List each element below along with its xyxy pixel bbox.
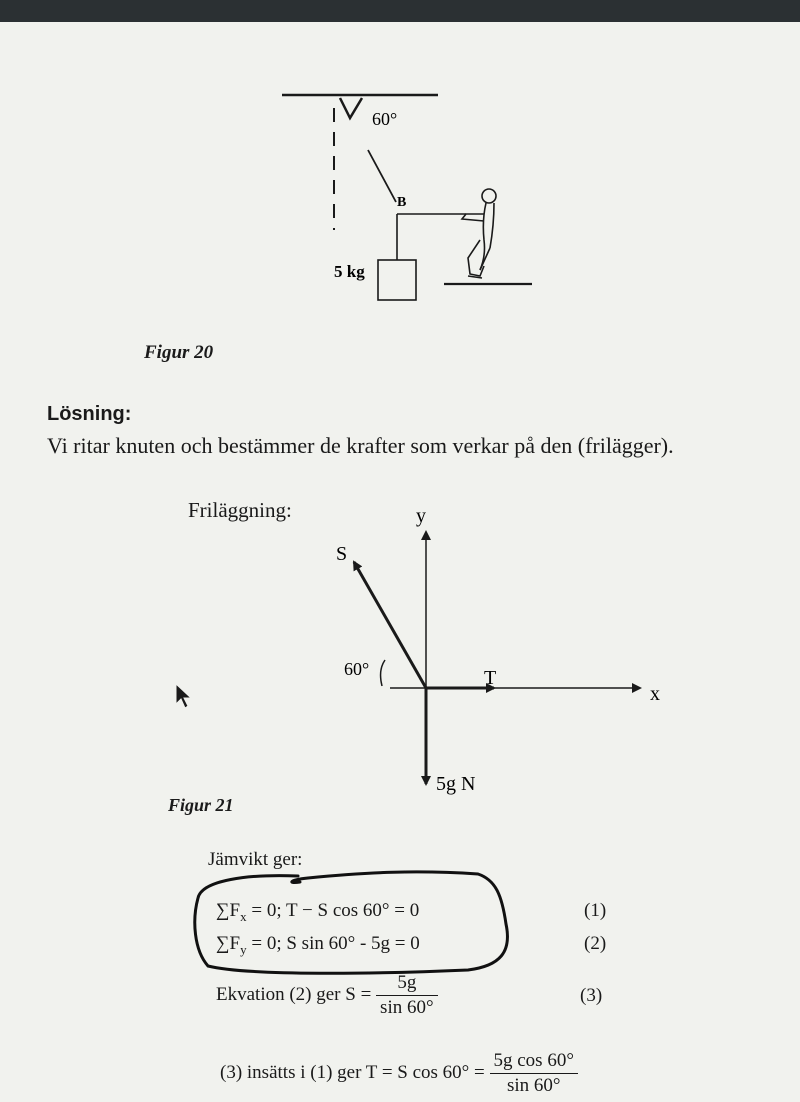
free-body-diagram	[320, 500, 680, 800]
eq3-denominator: sin 60°	[380, 997, 434, 1018]
eq1-variable: F	[229, 900, 241, 921]
mouse-cursor-icon	[174, 682, 194, 710]
y-axis-label: y	[416, 505, 426, 527]
equation-3	[216, 972, 438, 1019]
equation-4	[220, 1050, 578, 1097]
top-bar	[0, 0, 800, 22]
equation-2-number: (2)	[584, 933, 607, 954]
eq3-fraction	[376, 972, 438, 1019]
solution-heading: Lösning:	[47, 403, 132, 425]
angle-marker	[340, 98, 362, 118]
eq4-numerator: 5g cos 60°	[490, 1050, 578, 1074]
person-figure	[462, 189, 496, 278]
eq4-denominator: sin 60°	[506, 1075, 561, 1096]
equation-1-number: (1)	[584, 900, 607, 921]
equation-3-number: (3)	[580, 985, 603, 1006]
mass-label: 5 kg	[334, 262, 365, 281]
weight-label: 5g N	[436, 773, 476, 795]
point-b-label: B	[397, 195, 407, 210]
eq2-body: = 0; S sin 60° - 5g = 0	[246, 933, 420, 954]
figure-20-caption: Figur 20	[144, 342, 214, 363]
angle-label: 60°	[372, 109, 398, 129]
eq2-variable: F	[229, 933, 241, 954]
eq4-prefix: (3) insätts i (1) ger T = S cos 60° =	[220, 1061, 485, 1083]
equilibrium-intro: Jämvikt ger:	[208, 849, 303, 870]
sum-symbol-1: ∑	[216, 900, 230, 921]
rope-line	[368, 150, 396, 202]
mass-box	[378, 260, 416, 300]
equation-1	[216, 900, 419, 925]
force-t-label: T	[484, 667, 497, 689]
solution-intro: Vi ritar knuten och bestämmer de krafter som verkar på den (frilägger).	[47, 433, 674, 458]
eq1-subscript: x	[240, 908, 247, 924]
equation-2	[216, 933, 420, 958]
figure-20-illustration	[270, 80, 550, 310]
eq3-numerator: 5g	[376, 972, 438, 996]
sum-symbol-2: ∑	[216, 933, 230, 954]
angle-arc	[381, 660, 385, 686]
angle-label-fbd: 60°	[344, 659, 370, 679]
eq4-fraction	[490, 1050, 578, 1097]
force-s-label: S	[336, 543, 348, 565]
figure-21-caption: Figur 21	[168, 795, 234, 815]
eq2-subscript: y	[240, 941, 247, 957]
eq3-prefix: Ekvation (2) ger S =	[216, 983, 372, 1005]
x-axis-label: x	[650, 683, 660, 705]
free-body-title: Friläggning:	[188, 498, 292, 522]
eq1-body: = 0; T − S cos 60° = 0	[246, 900, 420, 921]
